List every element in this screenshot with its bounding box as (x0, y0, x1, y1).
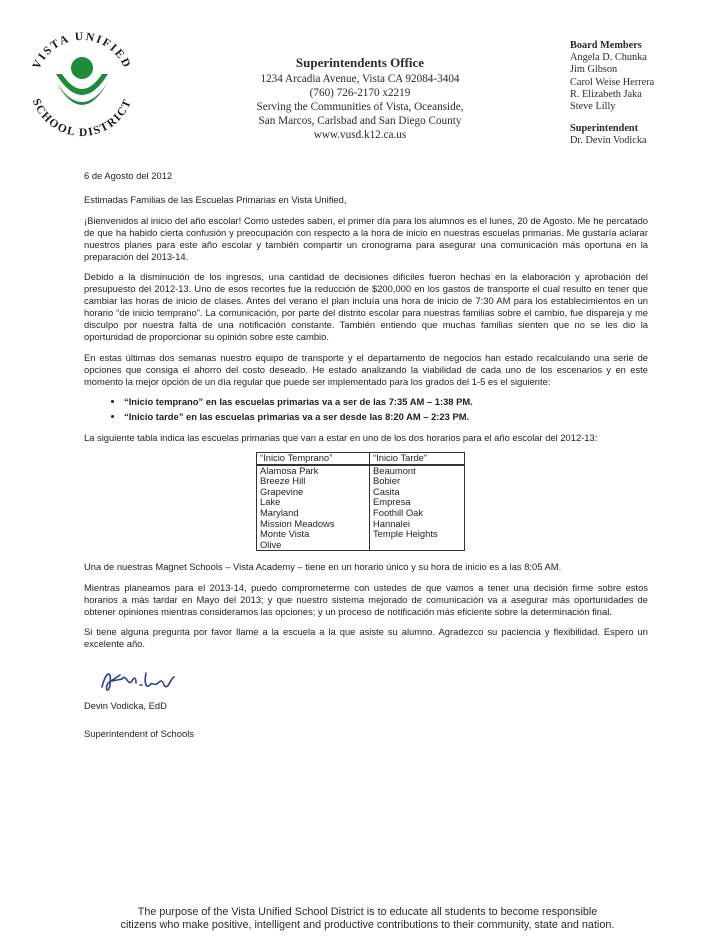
table-cell: Bobier (370, 476, 465, 487)
paragraph-budget: Debido a la disminución de los ingresos, una cantidad de decisiones difíciles fueron hechas en la elaboración y aprobación del presupuesto del 2012-13. Uno de esos recortes fue la reducción de $200,000 en los gastos de transporte el cual resulto en tener que cambiar las horas de inicio de clases. Antes del verano el plan incluía una hora de inicio de 7:30 AM para los establecimientos en un horario “de inicio temprano”. La comunicación, por parte del distrito escolar para nuestras familias sobre el cambio, fue dispareja y me disculpo por nuestra falta de una notificación constante. También entiendo que muchas familias sienten que no se les dio la oportunidad de proporcionar su opinión sobre este cambio. (84, 271, 648, 342)
district-logo (22, 24, 142, 144)
table-cell: Lake (257, 497, 370, 508)
signer-title: Superintendent of Schools (84, 728, 194, 740)
paragraph-table-intro: La siguiente tabla indica las escuelas primarias que van a estar en uno de los dos horarios para el año escolar del 2012-13: (84, 431, 598, 443)
letter-body (84, 170, 648, 749)
table-cell: Casita (370, 487, 465, 498)
table-row (257, 540, 465, 551)
superintendent-name: Dr. Devin Vodicka (570, 135, 647, 147)
footer-line-1: The purpose of the Vista Unified School District is to educate all students to become responsible (137, 906, 598, 918)
superintendent-heading: Superintendent (570, 123, 639, 135)
table-row (257, 487, 465, 498)
table-cell: Foothill Oak (370, 508, 465, 519)
board-member: R. Elizabeth Jaka (570, 88, 642, 100)
schedule-bullets (84, 396, 648, 423)
office-serving-line-2: San Marcos, Carlsbad and San Diego County (258, 115, 462, 127)
office-header (215, 56, 505, 142)
board-member: Carol Weise Herrera (570, 76, 655, 88)
office-phone: (760) 726-2170 x2219 (309, 87, 411, 99)
board-heading: Board Members (570, 40, 642, 51)
table-header-early: “Inicio Temprano” (257, 453, 370, 465)
table-cell: Temple Heights (370, 529, 465, 540)
footer-line-2: citizens who make positive, intelligent and productive contributions to their community, state and nation. (120, 919, 615, 931)
signer-name: Devin Vodicka, EdD (84, 699, 167, 711)
letter-date: 6 de Agosto del 2012 (84, 170, 173, 181)
table-cell (370, 540, 465, 551)
table-header-late: “Inicio Tarde” (370, 453, 465, 465)
table-cell: Breeze Hill (257, 476, 370, 487)
paragraph-magnet-school: Una de nuestras Magnet Schools – Vista Academy – tiene en un horario único y su hora de inicio es a las 8:05 AM. (84, 561, 562, 573)
board-member: Jim Gibson (570, 64, 618, 76)
mission-footer (100, 906, 635, 932)
office-website: www.vusd.k12.ca.us (313, 129, 407, 141)
paragraph-options: En estas últimas dos semanas nuestro equipo de transporte y el departamento de negocios han estado recalculando una serie de opciones que consiga el ahorro del costo deseado. He estado analizando la viabilidad de cada uno de los escenarios y en este momento la mejor opción de un día regular que puede ser implementado para los grados del 1-5 es el siguiente: (84, 351, 648, 387)
table-cell: Grapevine (257, 487, 370, 498)
table-cell: Empresa (370, 497, 465, 508)
table-cell: Hannalei (370, 519, 465, 530)
board-member: Angela D. Chunka (570, 52, 647, 64)
table-cell: Alamosa Park (257, 465, 370, 477)
table-cell: Maryland (257, 508, 370, 519)
schedule-table (256, 452, 465, 551)
table-row (257, 508, 465, 519)
logo-arc-bottom: SCHOOL DISTRICT (29, 96, 135, 140)
table-cell: Olive (257, 540, 370, 551)
paragraph-welcome: ¡Bienvenidos al inicio del año escolar! Como ustedes saben, el primer día para los alumnos es el lunes, 20 de Agosto. Me he percatado de que ha habido cierta confusión y preocupación con respecto a la hora de inicio en nuestras escuelas primarias. Me gustaría aclarar nuestros planes para este año escolar y también compartir un cronograma para asegurar una comunicación más oportuna en la preparación del 2013-14. (84, 214, 648, 262)
board-member: Steve Lilly (570, 101, 616, 113)
paragraph-planning: Mientras planeamos para el 2013-14, puedo comprometerme con ustedes de que vamos a tener una decisión firme sobre estos horarios a más tardar en Mayo del 2013; y que nuestro sistema mejorado de comunicación va a asegurar más oportunidades de obtener opiniones mientras consideramos las opciones; y un proceso de notificación más eficiente sobre la determinación final. (84, 581, 648, 617)
bullet-late-start: • “Inicio tarde” en las escuelas primarias va a ser desde las 8:20 AM – 2:23 PM. (124, 411, 648, 423)
logo-arc-top: VISTA UNIFIED (30, 30, 134, 72)
bullet-early-start: • “Inicio temprano” en las escuelas primarias va a ser de las 7:35 AM – 1:38 PM. (124, 396, 648, 408)
table-cell: Mission Meadows (257, 519, 370, 530)
office-serving-line-1: Serving the Communities of Vista, Oceanside, (256, 101, 464, 113)
board-members-block (570, 40, 720, 148)
handwritten-signature (98, 665, 188, 697)
logo-figure-head (71, 57, 93, 79)
table-cell: Beaumont (370, 465, 465, 477)
table-cell: Monte Vista (257, 529, 370, 540)
office-title: Superintendents Office (295, 55, 425, 70)
table-row (257, 529, 465, 540)
paragraph-closing: Si tiene alguna pregunta por favor llame a la escuela a la que asiste su alumno. Agradezco su paciencia y flexibilidad. Espero un excelente año. (84, 626, 648, 650)
office-address: 1234 Arcadia Avenue, Vista CA 92084-3404 (260, 73, 460, 85)
letter-salutation: Estimadas Familias de las Escuelas Primarias en Vista Unified, (84, 194, 347, 205)
